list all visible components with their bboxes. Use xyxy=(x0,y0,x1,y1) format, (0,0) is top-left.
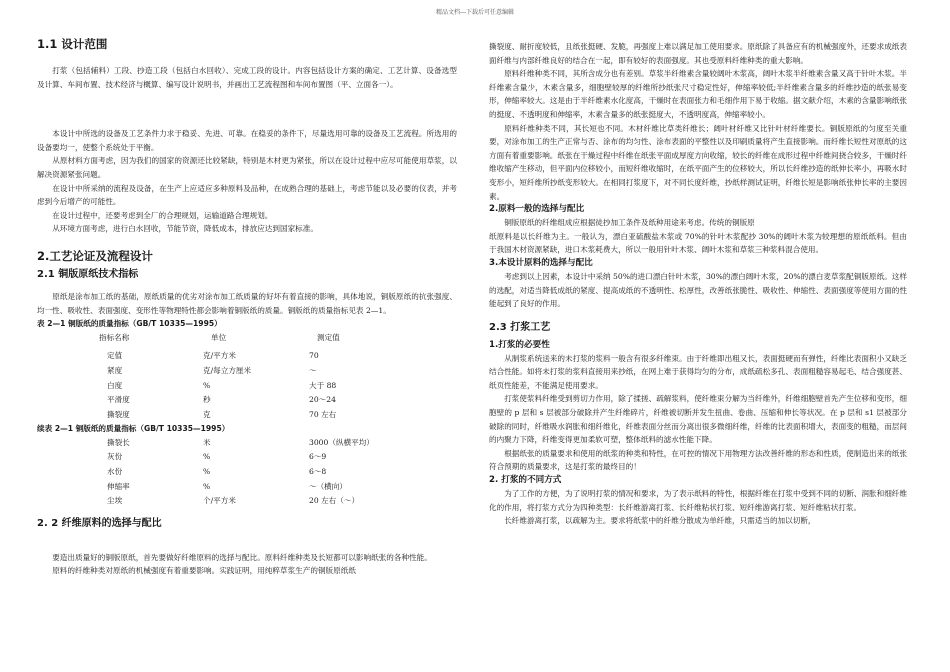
table-cell: 伸缩率 xyxy=(107,481,130,491)
table-header-cell: 单位 xyxy=(211,332,227,342)
subsection-heading: 1.打浆的必要性 xyxy=(489,339,550,350)
paragraph: 从原材料方面考虑，因为我们的国家的资源还比较紧缺，特别是木材更为紧张，所以在设计过程中应尽可能使用草浆，以解决资源紧张问题。 xyxy=(37,156,457,179)
table-cell: 水份 xyxy=(107,467,123,477)
table-cell: % xyxy=(203,380,211,390)
section-2-heading: 2.工艺论证及流程设计 xyxy=(37,248,153,263)
table-row xyxy=(37,480,457,495)
paragraph: 原料的纤维种类对原纸的机械强度有着重要影响。实践证明，用纯粹草浆生产的铜版原纸纸 xyxy=(52,566,356,576)
quality-table xyxy=(37,331,457,423)
table-cell: 克/每立方厘米 xyxy=(203,365,252,375)
table-cell: 灰份 xyxy=(107,452,123,462)
paragraph: 根据纸张的质量要求和使用的纸浆的种类和特性，在可控的情况下用物理方法改善纤维的形态和性质，使制造出来的纸张符合预期的质量要求，这是打浆的最终目的！ xyxy=(489,448,907,472)
table-cell: 70 左右 xyxy=(309,409,337,419)
table-cell: % xyxy=(203,452,211,462)
table-header-cell: 测定值 xyxy=(317,332,340,342)
table-row xyxy=(37,364,457,379)
table-cell: 70 xyxy=(309,351,319,361)
paragraph: 铜版原纸的纤维组成应根据徒抄加工条件及纸种用途来考虑。传统的铜版原 xyxy=(504,218,755,228)
table-cell: 秒 xyxy=(203,395,211,405)
paragraph: 从制浆系统送来的未打浆的浆料一般含有很多纤维束。由于纤维即出粗又长，表面挺硬而有弹性，纤维比表面积小又缺乏结合性能。如将未打浆的浆料直接用来抄纸，在网上难于获得均匀的分布，成纸疏松多孔、表面粗糙容易起毛、结合强度甚、纸页性能差，不能满足使用要求。 xyxy=(489,353,907,390)
table-header-row xyxy=(37,331,457,346)
table-row xyxy=(37,349,457,364)
table-cell: 20～24 xyxy=(309,395,336,405)
table-cell: 克 xyxy=(203,409,211,419)
table-cell: 撕裂长 xyxy=(107,437,130,447)
paragraph: 本设计中所选的设备及工艺条件力求于稳妥、先进、可靠。在稳妥的条件下，尽量选用可靠的设备及工艺流程。所选用的设备要均一，使整个系统处于平衡。 xyxy=(37,129,457,152)
table-row xyxy=(37,465,457,480)
subsection-heading: 2.原料一般的选择与配比 xyxy=(489,204,585,215)
paragraph: 打浆（包括辅料）工段、抄造工段（包括白水回收）、完成工段的设计。内容包括设计方案的确定、工艺计算、设备选型及计算、车间布置、技术经济与概算、编写设计说明书，并画出工艺流程图和车间布置图（平、立面各一）。 xyxy=(37,66,457,89)
table-cell: 平滑度 xyxy=(107,395,130,405)
subsection-heading: 2. 打浆的不同方式 xyxy=(489,475,562,486)
table-cell: 撕裂度 xyxy=(107,409,130,419)
paragraph: 在设计过程中，还要考虑到全厂的合理规划，运输道路合理规划。 xyxy=(52,210,273,220)
table-cell: 大于 88 xyxy=(309,380,337,390)
table-cell: 定值 xyxy=(107,351,123,361)
right-column xyxy=(489,40,907,528)
table-row xyxy=(37,436,457,451)
table-row xyxy=(37,393,457,408)
paragraph: 从环境方面考虑，进行白水回收，节能节资，降低成本，排放应达到国家标准。 xyxy=(52,224,318,234)
header-caption: 精品文档---下载后可任意编辑 xyxy=(435,9,515,16)
paragraph: 纸原料是以长纤维为主。一般认为，漂白亚硫酸盐木浆或 70%的针叶木浆配抄 30%的阔叶木浆为较理想的原纸纸料。但由于我国木材资源紧缺，进口木浆耗费大，所以一般用针叶木浆、阔叶木浆和草浆三种浆料混合使用。 xyxy=(489,231,907,255)
table-cell: 6～8 xyxy=(309,467,327,477)
left-column xyxy=(37,36,457,578)
table-row xyxy=(37,379,457,394)
paragraph: 原料纤维种类不同，其所含成分也有差别。草浆半纤维素含量较阔叶木浆高，阔叶木浆半纤维素含量又高于针叶木浆。半纤维素含量少，木素含量多，细胞壁较厚的纤维所抄纸张尺寸稳定性好，伸缩率较低;半纤维素含量多的纤维抄造的纸张易变形，伸缩率较大。这是由于半纤维素水化度高，干燥时在表面张力和毛细作用下易于收缩。据文献介绍，木素的含量影响纸张的挺度、不透明度和伸缩率，木素含量多的纸张挺度大，不透明度高，伸缩率较小。 xyxy=(489,69,907,119)
table-cell: ～（横向） xyxy=(309,481,347,491)
table-row xyxy=(37,494,457,509)
table-cell: % xyxy=(203,467,211,477)
table-caption: 表 2—1 铜版纸的质量指标（GB/T 10335—1995） xyxy=(37,319,222,329)
section-2-3-heading: 2.3 打浆工艺 xyxy=(489,321,551,333)
table-cell: 个/平方米 xyxy=(203,496,236,506)
table-cell: ～ xyxy=(309,365,317,375)
table-row xyxy=(37,408,457,423)
table-cell: 6～9 xyxy=(309,452,327,462)
paragraph: 长纤维游离打浆，以疏解为主。要求将纸浆中的纤维分散成为单纤维，只需适当的加以切断， xyxy=(504,516,816,526)
paragraph: 在设计中所采纳的流程及设备，在生产上应适应多种原料及品种，在成熟合理的基础上，考虑节能以及必要的仪表，并考虑到今后增产的可能性。 xyxy=(37,183,457,207)
section-2-1-heading: 2.1 铜版原纸技术指标 xyxy=(37,268,139,280)
table-cell: 尘埃 xyxy=(107,496,123,506)
section-1-1-heading: 1.1 设计范围 xyxy=(37,37,108,51)
paragraph: 打浆使浆料纤维受到剪切力作用，除了揉搓、疏解浆料，使纤维束分解为当纤维外，纤维细胞壁首先产生位移和变形，细胞壁的 p 层和 s 层被部分破除并产生纤维碎片，纤维被切断并发生扭曲、卷曲、压缩和伸长等状况。在 p 层和 s1 层被部分破除的同时，纤维吸水润胀和细纤维化，纤维表面分丝而分离出很多微细纤维，纤维的比表面积增大，表面变的粗糙，而层间的内聚力下降，纤维变得更加柔软可塑，整体纸料的滤水性能下降。 xyxy=(489,394,907,445)
table-header-cell: 指标名称 xyxy=(99,332,130,342)
paragraph: 撕裂度、耐折度较低，且纸张挺硬、发脆，再强度上难以满足加工使用要求。原纸除了具备应有的机械强度外，还要求成纸表面纤维与内部纤维良好的结合在一起，即有较好的表面强度。其也受原料纤维种类的重大影响。 xyxy=(489,42,907,65)
table-cell: 米 xyxy=(203,437,211,447)
table-cell: 3000（纵横平均） xyxy=(309,437,374,447)
table-cell: 白度 xyxy=(107,380,123,390)
subsection-heading: 3.本设计原料的选择与配比 xyxy=(489,257,593,268)
paragraph: 原纸是涂布加工纸的基础，原纸质量的优劣对涂布加工纸质量的好坏有着直接的影响，具体地说，铜版原纸的抗张强度、均一性、吸收性、表面强度、变形性等物理特性都会影响着铜版纸的质量。铜版纸的质量指标见表 2—1。 xyxy=(37,291,457,315)
quality-table-continued xyxy=(37,436,457,509)
section-2-2-heading: 2. 2 纤维原料的选择与配比 xyxy=(37,517,162,529)
table-cell: 紧度 xyxy=(107,365,123,375)
paragraph: 考虑到以上因素，本设计中采纳 50%的进口漂白针叶木浆，30%的漂白阔叶木浆，20%的漂白麦草浆配铜版原纸。这样的选配，对适当降低成纸的紧度、提高成纸的不透明性、松厚性，改善纸张脆性、吸收性、伸缩性、表面强度等使用方面的性能起到了良好的作用。 xyxy=(489,271,907,309)
table-cell: 20 左右（～） xyxy=(309,496,360,506)
paragraph: 要造出质量好的铜版原纸，首先要做好纤维原料的选择与配比。原料纤维种类及长短都可以影响纸张的各种性能。 xyxy=(52,552,432,562)
table-continued-caption: 续表 2—1 铜版纸的质量指标（GB/T 10335—1995） xyxy=(37,424,230,434)
table-row xyxy=(37,450,457,465)
table-cell: 克/平方米 xyxy=(203,351,236,361)
table-cell: % xyxy=(203,481,211,491)
paragraph: 原料纤维种类不同，其长短也不同。木材纤维比草类纤维长；阔叶材纤维又比针叶材纤维要长。铜版原纸的匀度至关重要，对涂布加工的生产正常与否、涂布的均匀性、涂布表面的平整性以及印刷质量将产生直接影响。而纤维长短性对原纸的这方面有着重要影响。纸张在干燥过程中纤维在纸张平面成厚度方向收缩，较长的纤维在成形过程中纤维间挠合较多，干燥时纤维收缩产生移动，但平面内位移较小，而短纤维收缩时，在纸平面产生的位移较大，所以长纤维抄造的纸伸长率小，再吸水时变形小，短纤维所抄纸变形较大。在相同打浆度下，对不同长度纤维，抄纸样测试证明，纤维长短是影响纸张伸长率的主要因素。 xyxy=(489,123,907,201)
paragraph: 为了工作的方便，为了说明打浆的情况和要求，为了表示纸料的特性，根据纤维在打浆中受到不同的切断、润胀和细纤维化的作用，将打浆方式分为四种类型：长纤维游离打浆、长纤维粘状打浆、短纤维游离打浆、短纤维粘状打浆。 xyxy=(489,489,907,512)
